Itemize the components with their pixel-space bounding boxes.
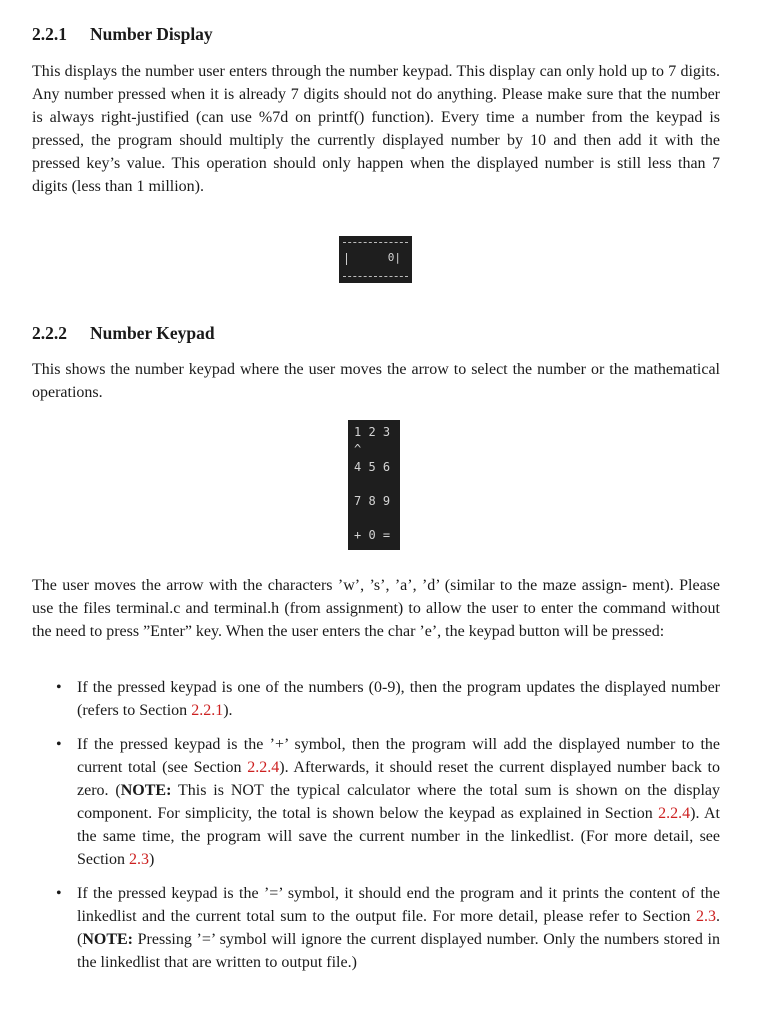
bullet-text: ). At the same time, the program will save the current number in the linkedlist. (For more detail, see Section — [77, 805, 721, 868]
bullet-text: ) — [149, 851, 155, 868]
list-item-equals — [32, 882, 720, 974]
bullet-icon: • — [56, 679, 62, 696]
bullet-text: If the pressed keypad is one of the numbers (0-9), then the program updates the displayed number (refers to Section — [77, 679, 720, 719]
bullet-icon: • — [56, 736, 62, 753]
bullet-icon: • — [56, 885, 62, 902]
instructions-paragraph: The user moves the arrow with the characters ’w’, ’s’, ’a’, ’d’ (similar to the maze assign- ment). Please use the files terminal.c and terminal.h (from assignment) to allow the user to enter the command without the need to press ”Enter” key. When the user enters the char ’e’, the keypad button will be pressed: — [32, 577, 720, 640]
keypad-row-3: 7 8 9 — [354, 494, 391, 508]
bullet-text: . ( — [77, 908, 720, 948]
section-heading-number-keypad — [32, 323, 215, 344]
bullet-text: If the pressed keypad is the ’=’ symbol, it should end the program and it prints the content of the linkedlist and the current total sum to the output file. For more detail, please refer to Section — [77, 885, 720, 925]
section-link[interactable]: 2.3 — [696, 908, 716, 925]
note-label: NOTE: — [82, 931, 133, 948]
section-title: Number Keypad — [90, 323, 215, 343]
section-link[interactable]: 2.3 — [129, 851, 149, 868]
bullet-text: If the pressed keypad is the ’+’ symbol, then the program will add the displayed number to the current total (see Section — [77, 736, 720, 776]
number-display-paragraph: This displays the number user enters through the number keypad. This display can only hold up to 7 digits. Any number pressed when it is already 7 digits should not do anything. Please make sure that the number is always right-justified (can use %7d on printf() function). Every time a number from the keypad is pressed, the program should multiply the currently displayed number by 10 and then add it with the pressed key’s value. This operation should only happen when the displayed number is still less than 7 digits (less than 1 million). — [32, 63, 720, 195]
section-title: Number Display — [90, 24, 213, 44]
display-top-border — [343, 242, 408, 243]
section-number: 2.2.1 — [32, 24, 67, 44]
number-keypad-image — [348, 420, 400, 550]
section-heading-number-display — [32, 24, 213, 45]
bullet-text: ). Afterwards, it should reset the current displayed number back to zero. ( — [77, 759, 720, 799]
note-label: NOTE: — [120, 782, 172, 799]
keypad-row-1: 1 2 3 — [354, 425, 391, 439]
section-link[interactable]: 2.2.1 — [191, 702, 224, 719]
section-link[interactable]: 2.2.4 — [247, 759, 280, 776]
section-number: 2.2.2 — [32, 323, 67, 343]
list-item-plus — [32, 733, 720, 871]
display-left-bar — [346, 253, 347, 265]
display-bottom-border — [343, 276, 408, 277]
keypad-row-2: 4 5 6 — [354, 460, 391, 474]
section-link[interactable]: 2.2.4 — [658, 805, 691, 822]
keypad-behavior-list — [32, 676, 720, 974]
number-display-image — [339, 236, 412, 283]
list-item-numbers — [32, 676, 720, 722]
number-keypad-paragraph: This shows the number keypad where the user moves the arrow to select the number or the mathematical operations. — [32, 361, 720, 401]
keypad-row-4: + 0 = — [354, 528, 391, 542]
display-value: 0| — [387, 251, 401, 264]
keypad-arrow: ^ — [354, 442, 362, 456]
bullet-text: This is NOT the typical calculator where the total sum is shown on the display component. For simplicity, the total is shown below the keypad as explained in Section — [77, 782, 720, 822]
bullet-text: Pressing ’=’ symbol will ignore the current displayed number. Only the numbers stored in the linkedlist that are written to output file.) — [77, 931, 720, 971]
bullet-text: ). — [223, 702, 233, 719]
